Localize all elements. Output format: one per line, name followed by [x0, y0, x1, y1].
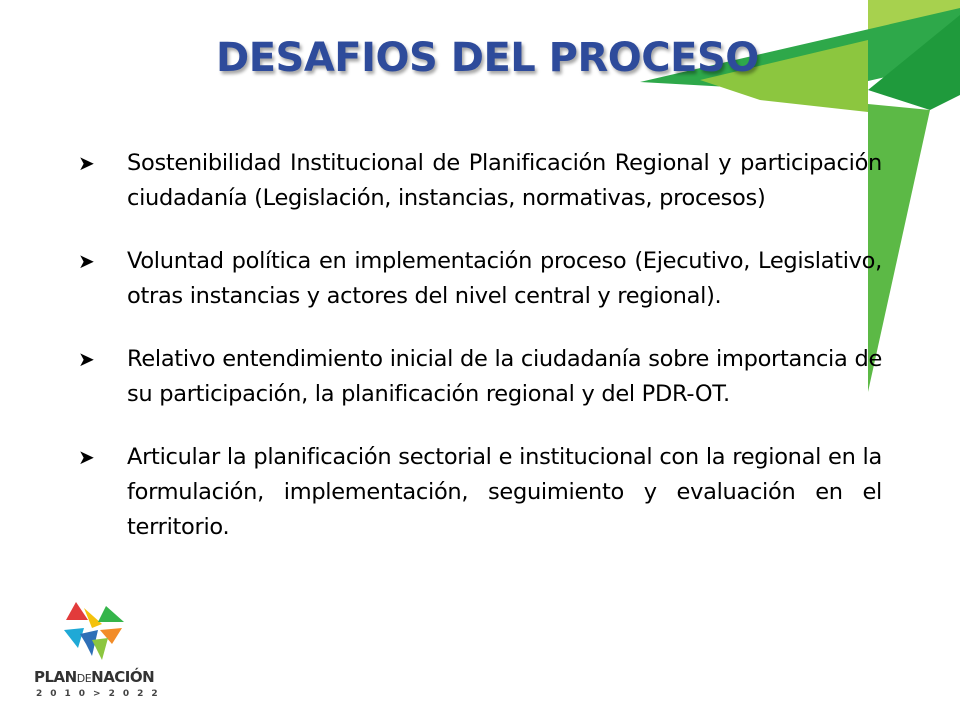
- bullet-item: [72, 244, 882, 314]
- bullet-item: [72, 440, 882, 545]
- red-star-point-icon: [66, 602, 88, 620]
- logo-wordmark: [34, 668, 154, 686]
- logo-years: 2010>2022: [36, 689, 166, 699]
- star-cluster-icon: [62, 600, 134, 666]
- arrowhead-bullet-icon: ➤: [78, 151, 95, 175]
- arrowhead-bullet-icon: ➤: [78, 445, 95, 469]
- lime-star-point-icon: [92, 638, 108, 660]
- bullet-text: Sostenibilidad Institucional de Planificación Regional y participación ciudadanía (Legislación, instancias, normativas, procesos): [127, 150, 882, 211]
- bullet-text: Articular la planificación sectorial e institucional con la regional en la formulación, implementación, seguimiento y evaluación en el territorio.: [127, 444, 882, 540]
- plan-de-nacion-logo: [30, 600, 170, 710]
- logo-word-plan: PLAN: [34, 668, 77, 686]
- logo-word-de: DE: [76, 672, 92, 685]
- arrowhead-bullet-icon: ➤: [78, 249, 95, 273]
- bullet-text: Voluntad política en implementación proceso (Ejecutivo, Legislativo, otras instancias y actores del nivel central y regional).: [127, 248, 882, 309]
- cyan-star-point-icon: [64, 628, 84, 648]
- green-star-point-icon: [98, 606, 124, 622]
- yellow-star-point-icon: [84, 608, 102, 628]
- arrowhead-bullet-icon: ➤: [78, 347, 95, 371]
- bullet-item: [72, 146, 882, 216]
- bullet-text: Relativo entendimiento inicial de la ciudadanía sobre importancia de su participación, la planificación regional y del PDR-OT.: [127, 346, 882, 407]
- bullet-item: [72, 342, 882, 412]
- slide-title: DESAFIOS DEL PROCESO: [216, 35, 759, 81]
- logo-word-nacion: NACIÓN: [91, 668, 155, 686]
- bullet-list: [72, 146, 882, 573]
